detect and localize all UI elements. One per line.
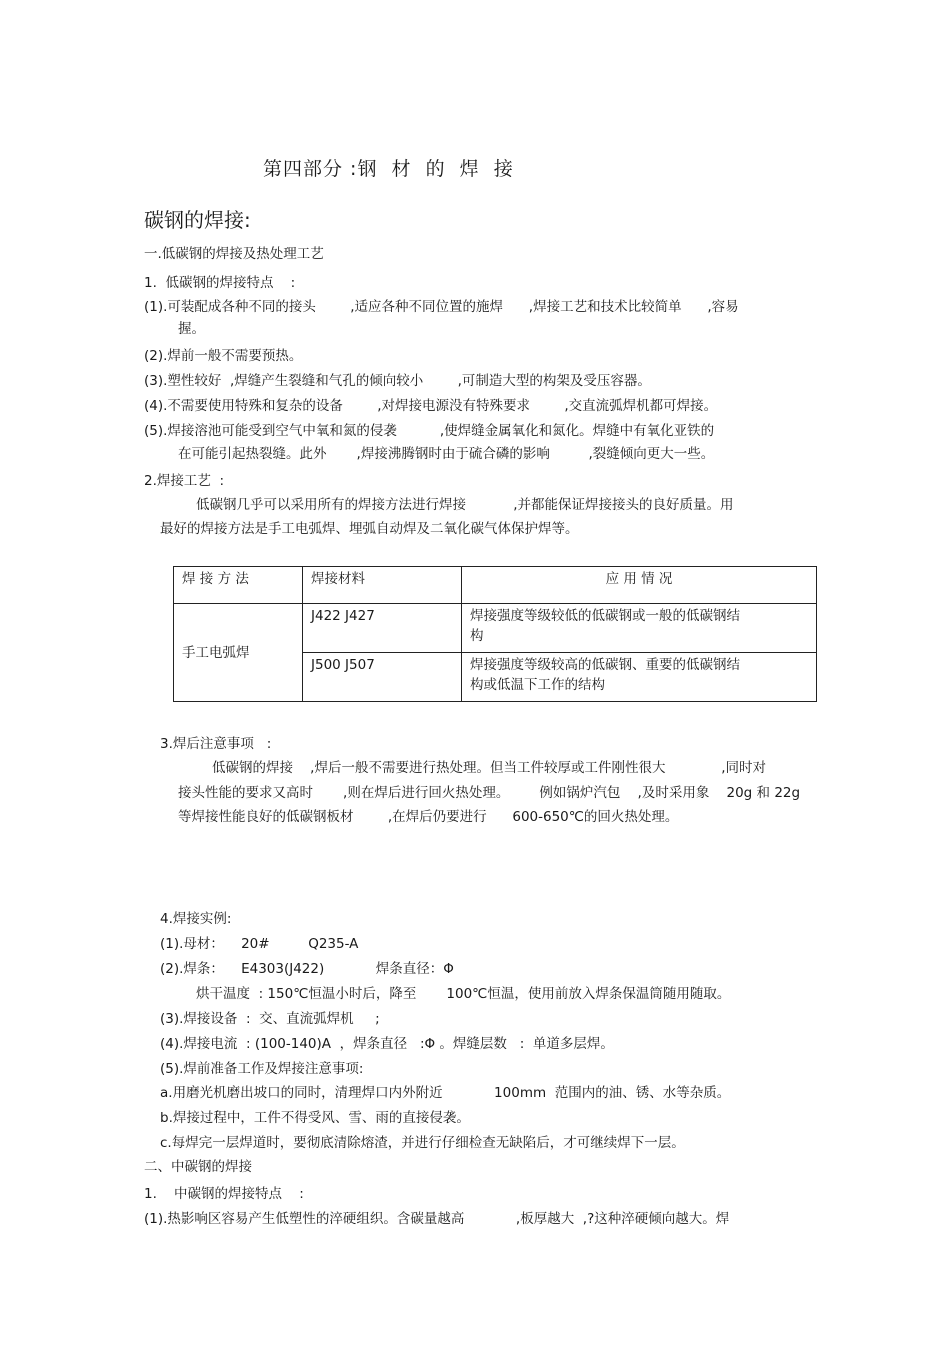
example-line: (5).焊前准备工作及焊接注意事项:: [160, 1061, 364, 1077]
feature-line: (5).焊接溶池可能受到空气中氧和氮的侵袭 ,使焊缝金属氧化和氮化。焊缝中有氧化亚铁的: [144, 423, 715, 439]
header-material: 焊接材料: [303, 567, 462, 604]
header-application: 应 用 情 况: [462, 567, 817, 604]
feature-line: (3).塑性较好 ,焊缝产生裂缝和气孔的倾向较小 ,可制造大型的构架及受压容器。: [144, 373, 651, 389]
example-line: (3).焊接设备 : 交、直流弧焊机 ;: [160, 1011, 380, 1027]
feature-line: 握。: [178, 321, 205, 337]
cell-method: 手工电弧焊: [174, 604, 303, 702]
part2-sub1-heading: 1. 中碳钢的焊接特点 :: [144, 1186, 304, 1202]
example-line: (2).焊条： E4303(J422) 焊条直径：Φ: [160, 961, 454, 977]
feature-line: (4).不需要使用特殊和复杂的设备 ,对焊接电源没有特殊要求 ,交直流弧焊机都可焊接。: [144, 398, 718, 414]
sub4-heading: 4.焊接实例:: [160, 911, 232, 927]
process-line: 低碳钢几乎可以采用所有的焊接方法进行焊接 ,并都能保证焊接接头的良好质量。用: [196, 497, 734, 513]
table-header-row: [174, 567, 817, 604]
feature-line: (2).焊前一般不需要预热。: [144, 348, 303, 364]
cell-application: [462, 653, 817, 702]
part2-line: (1).热影响区容易产生低塑性的淬硬组织。含碳量越高 ,板厚越大 ,?这种淬硬倾向越大。焊: [144, 1211, 730, 1227]
welding-table: [173, 566, 817, 702]
part1-heading: 一.低碳钢的焊接及热处理工艺: [144, 246, 324, 262]
cell-application-line: 焊接强度等级较低的低碳钢或一般的低碳钢结: [470, 608, 740, 624]
post-line: 等焊接性能良好的低碳钢板材 ,在焊后仍要进行 600-650℃的回火热处理。: [178, 809, 679, 825]
example-line: b.焊接过程中，工件不得受风、雪、雨的直接侵袭。: [160, 1110, 470, 1126]
process-line: 最好的焊接方法是手工电弧焊、埋弧自动焊及二氧化碳气体保护焊等。: [160, 521, 579, 537]
sub3-heading: 3.焊后注意事项 :: [160, 736, 272, 752]
example-line: (4).焊接电流 : (100-140)A ，焊条直径 :Φ 。焊缝层数 : 单道多层焊。: [160, 1036, 614, 1052]
document-title: 第四部分 :钢 材 的 焊 接: [263, 158, 514, 180]
example-line: a.用磨光机磨出坡口的同时，清理焊口内外附近 100mm 范围内的油、锈、水等杂质。: [160, 1085, 731, 1101]
sub1-heading: 1. 低碳钢的焊接特点 :: [144, 275, 296, 291]
cell-application-line: 构: [470, 628, 484, 644]
section-heading: 碳钢的焊接:: [144, 208, 251, 232]
post-line: 接头性能的要求又高时 ,则在焊后进行回火热处理。 例如锅炉汽包 ,及时采用象 20g 和 22g: [178, 785, 801, 801]
cell-application-line: 焊接强度等级较高的低碳钢、重要的低碳钢结: [470, 657, 740, 673]
header-method: 焊 接 方 法: [174, 567, 303, 604]
example-line: 烘干温度 : 150℃恒温小时后，降至 100℃恒温，使用前放入焊条保温筒随用随取。: [196, 986, 731, 1002]
feature-line: (1).可装配成各种不同的接头 ,适应各种不同位置的施焊 ,焊接工艺和技术比较简单 ,容易: [144, 299, 739, 315]
sub2-heading: 2.焊接工艺 :: [144, 473, 225, 489]
cell-application: [462, 604, 817, 653]
table-row: [174, 604, 817, 653]
example-line: c.每焊完一层焊道时，要彻底清除熔渣，并进行仔细检查无缺陷后，才可继续焊下一层。: [160, 1135, 685, 1151]
cell-material: J422 J427: [303, 604, 462, 653]
feature-line: 在可能引起热裂缝。此外 ,焊接沸腾钢时由于硫合磷的影响 ,裂缝倾向更大一些。: [178, 446, 715, 462]
cell-application-line: 构或低温下工作的结构: [470, 677, 605, 693]
cell-material: J500 J507: [303, 653, 462, 702]
part2-heading: 二、中碳钢的焊接: [144, 1159, 252, 1175]
post-line: 低碳钢的焊接 ,焊后一般不需要进行热处理。但当工件较厚或工件刚性很大 ,同时对: [212, 760, 767, 776]
example-line: (1).母材： 20# Q235-A: [160, 936, 359, 952]
